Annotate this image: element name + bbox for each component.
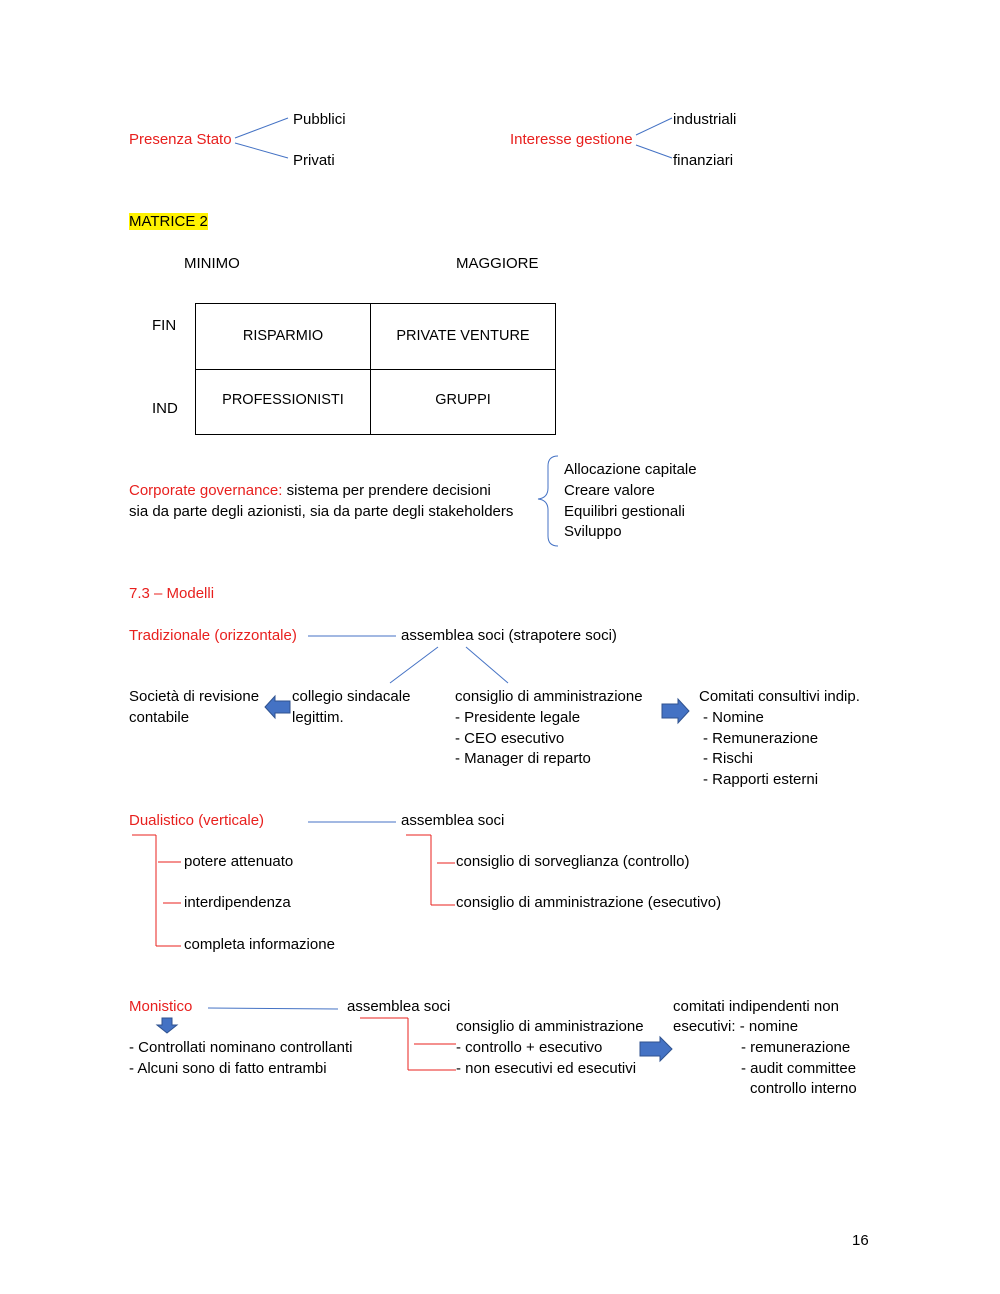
- revisione-line: contabile: [129, 709, 190, 726]
- dualistico-left-item: potere attenuato: [184, 853, 294, 870]
- curly-brace: [538, 456, 558, 546]
- cell-private-venture: PRIVATE VENTURE: [396, 328, 530, 345]
- cell-gruppi: GRUPPI: [435, 391, 491, 408]
- corporate-item: Allocazione capitale: [564, 461, 697, 478]
- dualistico-right-item: consiglio di amministrazione (esecutivo): [456, 894, 722, 911]
- monistico-comitati-line: comitati indipendenti non: [673, 998, 839, 1015]
- collegio-line: legittim.: [292, 709, 344, 726]
- finanziari-label: finanziari: [673, 152, 734, 169]
- monistico-assemblea: assemblea soci: [347, 998, 451, 1015]
- monistico-comitati-line: - audit committee: [741, 1060, 857, 1077]
- row-fin: FIN: [152, 317, 177, 334]
- arrow-left-icon: [265, 696, 290, 718]
- matrice-title: MATRICE 2: [129, 213, 208, 230]
- page-number: 16: [852, 1232, 869, 1249]
- corporate-item: Equilibri gestionali: [564, 503, 685, 520]
- comitati-line: - Rapporti esterni: [703, 771, 819, 788]
- monistico-comitati-line: controllo interno: [750, 1080, 857, 1097]
- modelli-heading: 7.3 – Modelli: [129, 585, 215, 602]
- corporate-def-line1: [129, 482, 491, 499]
- monistico-cda-line: - controllo + esecutivo: [456, 1039, 603, 1056]
- cell-professionisti: PROFESSIONISTI: [222, 391, 344, 408]
- pubblici-label: Pubblici: [293, 111, 346, 128]
- dualistico-right-item: consiglio di sorveglianza (controllo): [456, 853, 690, 870]
- industriali-label: industriali: [673, 111, 737, 128]
- matrix-table: [195, 303, 556, 435]
- tradizionale-assemblea: assemblea soci (strapotere soci): [401, 627, 617, 644]
- dualistico-left-item: completa informazione: [184, 936, 335, 953]
- tradizionale-label: Tradizionale (orizzontale): [129, 627, 297, 644]
- col-minimo: MINIMO: [184, 255, 240, 272]
- presenza-stato-label: Presenza Stato: [129, 131, 232, 148]
- monistico-left-item: - Controllati nominano controllanti: [129, 1039, 353, 1056]
- dualistico-label: Dualistico (verticale): [129, 812, 265, 829]
- interesse-gestione-label: Interesse gestione: [510, 131, 633, 148]
- corporate-item: Sviluppo: [564, 523, 622, 540]
- revisione-line: Società di revisione: [129, 688, 260, 705]
- cda-line: - Manager di reparto: [455, 750, 591, 767]
- cell-risparmio: RISPARMIO: [242, 328, 324, 345]
- corporate-item: Creare valore: [564, 482, 655, 499]
- arrow-down-icon: [157, 1018, 177, 1033]
- cda-line: - CEO esecutivo: [455, 730, 565, 747]
- dualistico-assemblea: assemblea soci: [401, 812, 505, 829]
- col-maggiore: MAGGIORE: [456, 255, 539, 272]
- monistico-label: Monistico: [129, 998, 193, 1015]
- comitati-line: - Nomine: [703, 709, 764, 726]
- monistico-comitati-line: - remunerazione: [741, 1039, 851, 1056]
- comitati-line: - Remunerazione: [703, 730, 819, 747]
- monistico-cda-line: consiglio di amministrazione: [456, 1018, 644, 1035]
- dualistico-left-item: interdipendenza: [184, 894, 291, 911]
- row-ind: IND: [152, 400, 178, 417]
- corporate-def-text: sistema per prendere decisioni: [282, 482, 491, 499]
- collegio-line: collegio sindacale: [292, 688, 411, 705]
- cda-line: - Presidente legale: [455, 709, 581, 726]
- monistico-left-item: - Alcuni sono di fatto entrambi: [129, 1060, 327, 1077]
- privati-label: Privati: [293, 152, 335, 169]
- comitati-line: Comitati consultivi indip.: [699, 688, 860, 705]
- corporate-term: Corporate governance:: [129, 482, 283, 499]
- comitati-line: - Rischi: [703, 750, 754, 767]
- corporate-def-line2: sia da parte degli azionisti, sia da parte degli stakeholders: [129, 503, 514, 520]
- arrow-right-icon: [662, 699, 689, 723]
- arrow-right-icon-2: [640, 1037, 672, 1061]
- cda-line: consiglio di amministrazione: [455, 688, 643, 705]
- monistico-cda-line: - non esecutivi ed esecutivi: [456, 1060, 637, 1077]
- monistico-comitati-line: esecutivi: - nomine: [673, 1018, 799, 1035]
